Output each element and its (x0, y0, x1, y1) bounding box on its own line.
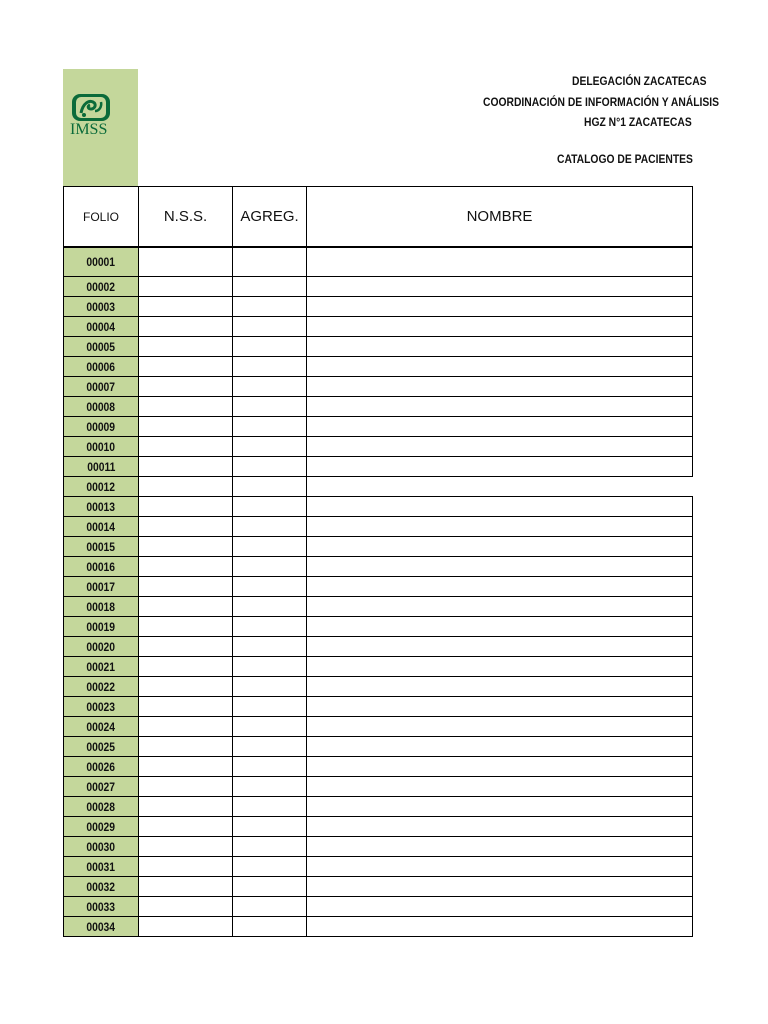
nombre-cell[interactable] (307, 377, 693, 397)
nombre-cell[interactable] (307, 337, 693, 357)
nombre-cell[interactable] (307, 617, 693, 637)
folio-label: 00028 (86, 799, 116, 814)
nss-cell[interactable] (139, 877, 233, 897)
folio-label: 00025 (86, 739, 116, 754)
nss-cell[interactable] (139, 857, 233, 877)
agreg-cell[interactable] (233, 537, 307, 557)
column-header-agreg: AGREG. (233, 187, 307, 247)
nombre-cell[interactable] (307, 717, 693, 737)
nss-cell[interactable] (139, 897, 233, 917)
table-row (64, 817, 693, 837)
nombre-cell[interactable] (307, 517, 693, 537)
folio-cell (64, 477, 139, 497)
nombre-cell[interactable] (307, 248, 693, 277)
table-row (64, 317, 693, 337)
table-row (64, 557, 693, 577)
folio-cell (64, 577, 139, 597)
folio-label: 00021 (86, 659, 116, 674)
nss-cell[interactable] (139, 557, 233, 577)
header-hospital: HGZ N°1 ZACATECAS (584, 115, 692, 129)
column-header-nombre: NOMBRE (307, 187, 693, 247)
table-row (64, 337, 693, 357)
agreg-cell[interactable] (233, 357, 307, 377)
table-row (64, 677, 693, 697)
folio-cell (64, 917, 139, 937)
nss-cell[interactable] (139, 777, 233, 797)
column-header-folio: FOLIO (64, 187, 139, 247)
folio-label: 00019 (86, 619, 116, 634)
folio-cell (64, 857, 139, 877)
folio-label: 00033 (86, 899, 116, 914)
nss-cell[interactable] (139, 597, 233, 617)
nss-cell[interactable] (139, 477, 233, 497)
folio-cell (64, 897, 139, 917)
folio-cell (64, 277, 139, 297)
nss-cell[interactable] (139, 917, 233, 937)
folio-label: 00026 (86, 759, 116, 774)
folio-label: 00002 (86, 279, 116, 294)
folio-cell (64, 297, 139, 317)
folio-cell (64, 717, 139, 737)
agreg-cell[interactable] (233, 437, 307, 457)
table-row (64, 857, 693, 877)
table-row (64, 717, 693, 737)
nombre-cell[interactable] (307, 697, 693, 717)
folio-cell (64, 677, 139, 697)
table-row (64, 497, 693, 517)
folio-cell (64, 877, 139, 897)
nombre-cell[interactable] (307, 437, 693, 457)
folio-cell (64, 557, 139, 577)
folio-label: 00008 (86, 399, 116, 414)
folio-cell (64, 397, 139, 417)
nombre-cell[interactable] (307, 277, 693, 297)
agreg-cell[interactable] (233, 248, 307, 277)
nombre-cell[interactable] (307, 457, 693, 477)
table-header (63, 186, 693, 247)
folio-label: 00003 (86, 299, 116, 314)
nss-cell[interactable] (139, 377, 233, 397)
nombre-cell[interactable] (307, 477, 693, 497)
table-row (64, 477, 693, 497)
folio-cell (64, 777, 139, 797)
table-row (64, 297, 693, 317)
nombre-cell[interactable] (307, 797, 693, 817)
nombre-cell[interactable] (307, 537, 693, 557)
table-row (64, 697, 693, 717)
nss-cell[interactable] (139, 457, 233, 477)
table-row (64, 597, 693, 617)
header-coordination: COORDINACIÓN DE INFORMACIÓN Y ANÁLISIS (483, 95, 720, 109)
agreg-cell[interactable] (233, 857, 307, 877)
folio-cell (64, 657, 139, 677)
table-row (64, 877, 693, 897)
folio-label: 00012 (86, 479, 116, 494)
folio-label: 00013 (86, 499, 116, 514)
table-row (64, 577, 693, 597)
nss-cell[interactable] (139, 417, 233, 437)
folio-label: 00016 (86, 559, 116, 574)
nss-cell[interactable] (139, 317, 233, 337)
table-row (64, 517, 693, 537)
folio-label: 00014 (86, 519, 116, 534)
folio-cell (64, 417, 139, 437)
patient-catalog-table (63, 247, 693, 937)
folio-label: 00015 (86, 539, 116, 554)
agreg-cell[interactable] (233, 417, 307, 437)
nombre-cell[interactable] (307, 877, 693, 897)
nombre-cell[interactable] (307, 317, 693, 337)
table-row (64, 777, 693, 797)
agreg-cell[interactable] (233, 577, 307, 597)
table-row (64, 397, 693, 417)
folio-label: 00024 (86, 719, 116, 734)
agreg-cell[interactable] (233, 457, 307, 477)
agreg-cell[interactable] (233, 397, 307, 417)
header-delegation: DELEGACIÓN ZACATECAS (572, 74, 707, 88)
agreg-cell[interactable] (233, 557, 307, 577)
nss-cell[interactable] (139, 797, 233, 817)
table-row (64, 797, 693, 817)
folio-label: 00001 (86, 255, 116, 269)
nss-cell[interactable] (139, 537, 233, 557)
agreg-cell[interactable] (233, 337, 307, 357)
folio-label: 00009 (86, 419, 116, 434)
folio-label: 00030 (86, 839, 116, 854)
folio-cell (64, 517, 139, 537)
agreg-cell[interactable] (233, 717, 307, 737)
agreg-cell[interactable] (233, 477, 307, 497)
nombre-cell[interactable] (307, 597, 693, 617)
table-row (64, 277, 693, 297)
nss-cell[interactable] (139, 437, 233, 457)
table-row (64, 897, 693, 917)
column-header-nss: N.S.S. (139, 187, 233, 247)
imss-logo-text: IMSS (70, 121, 108, 138)
folio-label: 00017 (86, 579, 116, 594)
folio-cell (64, 537, 139, 557)
folio-cell (64, 737, 139, 757)
nss-cell[interactable] (139, 297, 233, 317)
nss-cell[interactable] (139, 497, 233, 517)
nss-cell[interactable] (139, 757, 233, 777)
table-row (64, 417, 693, 437)
folio-label: 00032 (86, 879, 116, 894)
table-row (64, 837, 693, 857)
nss-cell[interactable] (139, 637, 233, 657)
nombre-cell[interactable] (307, 917, 693, 937)
agreg-cell[interactable] (233, 797, 307, 817)
nss-cell[interactable] (139, 248, 233, 277)
nss-cell[interactable] (139, 357, 233, 377)
folio-label: 00022 (86, 679, 116, 694)
table-row (64, 617, 693, 637)
folio-cell (64, 637, 139, 657)
nombre-cell[interactable] (307, 417, 693, 437)
nombre-cell[interactable] (307, 577, 693, 597)
table-row (64, 637, 693, 657)
nss-cell[interactable] (139, 677, 233, 697)
folio-cell (64, 697, 139, 717)
folio-label: 00004 (86, 319, 116, 334)
nss-cell[interactable] (139, 577, 233, 597)
table-row (64, 248, 693, 277)
folio-cell (64, 357, 139, 377)
folio-cell (64, 797, 139, 817)
nombre-cell[interactable] (307, 657, 693, 677)
table-row (64, 537, 693, 557)
folio-label: 00011 (86, 459, 116, 474)
folio-label: 00005 (86, 339, 116, 354)
folio-cell (64, 337, 139, 357)
nombre-cell[interactable] (307, 737, 693, 757)
agreg-cell[interactable] (233, 517, 307, 537)
folio-cell (64, 317, 139, 337)
nombre-cell[interactable] (307, 357, 693, 377)
table-row (64, 737, 693, 757)
agreg-cell[interactable] (233, 897, 307, 917)
folio-cell (64, 377, 139, 397)
agreg-cell[interactable] (233, 637, 307, 657)
nss-cell[interactable] (139, 737, 233, 757)
agreg-cell[interactable] (233, 277, 307, 297)
agreg-cell[interactable] (233, 917, 307, 937)
agreg-cell[interactable] (233, 777, 307, 797)
agreg-cell[interactable] (233, 657, 307, 677)
nombre-cell[interactable] (307, 757, 693, 777)
nss-cell[interactable] (139, 717, 233, 737)
nombre-cell[interactable] (307, 637, 693, 657)
agreg-cell[interactable] (233, 677, 307, 697)
folio-cell (64, 437, 139, 457)
nss-cell[interactable] (139, 277, 233, 297)
table-row (64, 457, 693, 477)
agreg-cell[interactable] (233, 377, 307, 397)
imss-eagle-icon (71, 93, 111, 123)
folio-label: 00006 (86, 359, 116, 374)
folio-cell (64, 817, 139, 837)
nss-cell[interactable] (139, 817, 233, 837)
imss-logo-panel (63, 69, 138, 186)
table-row (64, 917, 693, 937)
agreg-cell[interactable] (233, 877, 307, 897)
nombre-cell[interactable] (307, 397, 693, 417)
folio-cell (64, 497, 139, 517)
folio-label: 00007 (86, 379, 116, 394)
nss-cell[interactable] (139, 517, 233, 537)
folio-label: 00018 (86, 599, 116, 614)
agreg-cell[interactable] (233, 597, 307, 617)
nss-cell[interactable] (139, 337, 233, 357)
agreg-cell[interactable] (233, 317, 307, 337)
folio-label: 00034 (86, 919, 116, 934)
folio-cell (64, 457, 139, 477)
nombre-cell[interactable] (307, 297, 693, 317)
nombre-cell[interactable] (307, 557, 693, 577)
folio-cell (64, 617, 139, 637)
folio-cell (64, 248, 139, 277)
agreg-cell[interactable] (233, 617, 307, 637)
agreg-cell[interactable] (233, 817, 307, 837)
nss-cell[interactable] (139, 697, 233, 717)
agreg-cell[interactable] (233, 737, 307, 757)
folio-cell (64, 837, 139, 857)
nss-cell[interactable] (139, 397, 233, 417)
agreg-cell[interactable] (233, 837, 307, 857)
agreg-cell[interactable] (233, 757, 307, 777)
agreg-cell[interactable] (233, 497, 307, 517)
table-row (64, 757, 693, 777)
folio-label: 00023 (86, 699, 116, 714)
nombre-cell[interactable] (307, 497, 693, 517)
nss-cell[interactable] (139, 617, 233, 637)
folio-cell (64, 757, 139, 777)
nss-cell[interactable] (139, 837, 233, 857)
table-row (64, 377, 693, 397)
nombre-cell[interactable] (307, 837, 693, 857)
table-row (64, 657, 693, 677)
nombre-cell[interactable] (307, 777, 693, 797)
folio-label: 00020 (86, 639, 116, 654)
nombre-cell[interactable] (307, 677, 693, 697)
agreg-cell[interactable] (233, 297, 307, 317)
header-catalog-title: CATALOGO DE PACIENTES (557, 152, 693, 166)
nombre-cell[interactable] (307, 897, 693, 917)
table-row (64, 357, 693, 377)
folio-label: 00029 (86, 819, 116, 834)
table-row (64, 437, 693, 457)
nombre-cell[interactable] (307, 817, 693, 837)
folio-label: 00031 (86, 859, 116, 874)
nss-cell[interactable] (139, 657, 233, 677)
document-header (300, 70, 720, 170)
folio-cell (64, 597, 139, 617)
folio-label: 00010 (86, 439, 116, 454)
agreg-cell[interactable] (233, 697, 307, 717)
nombre-cell[interactable] (307, 857, 693, 877)
folio-label: 00027 (86, 779, 116, 794)
